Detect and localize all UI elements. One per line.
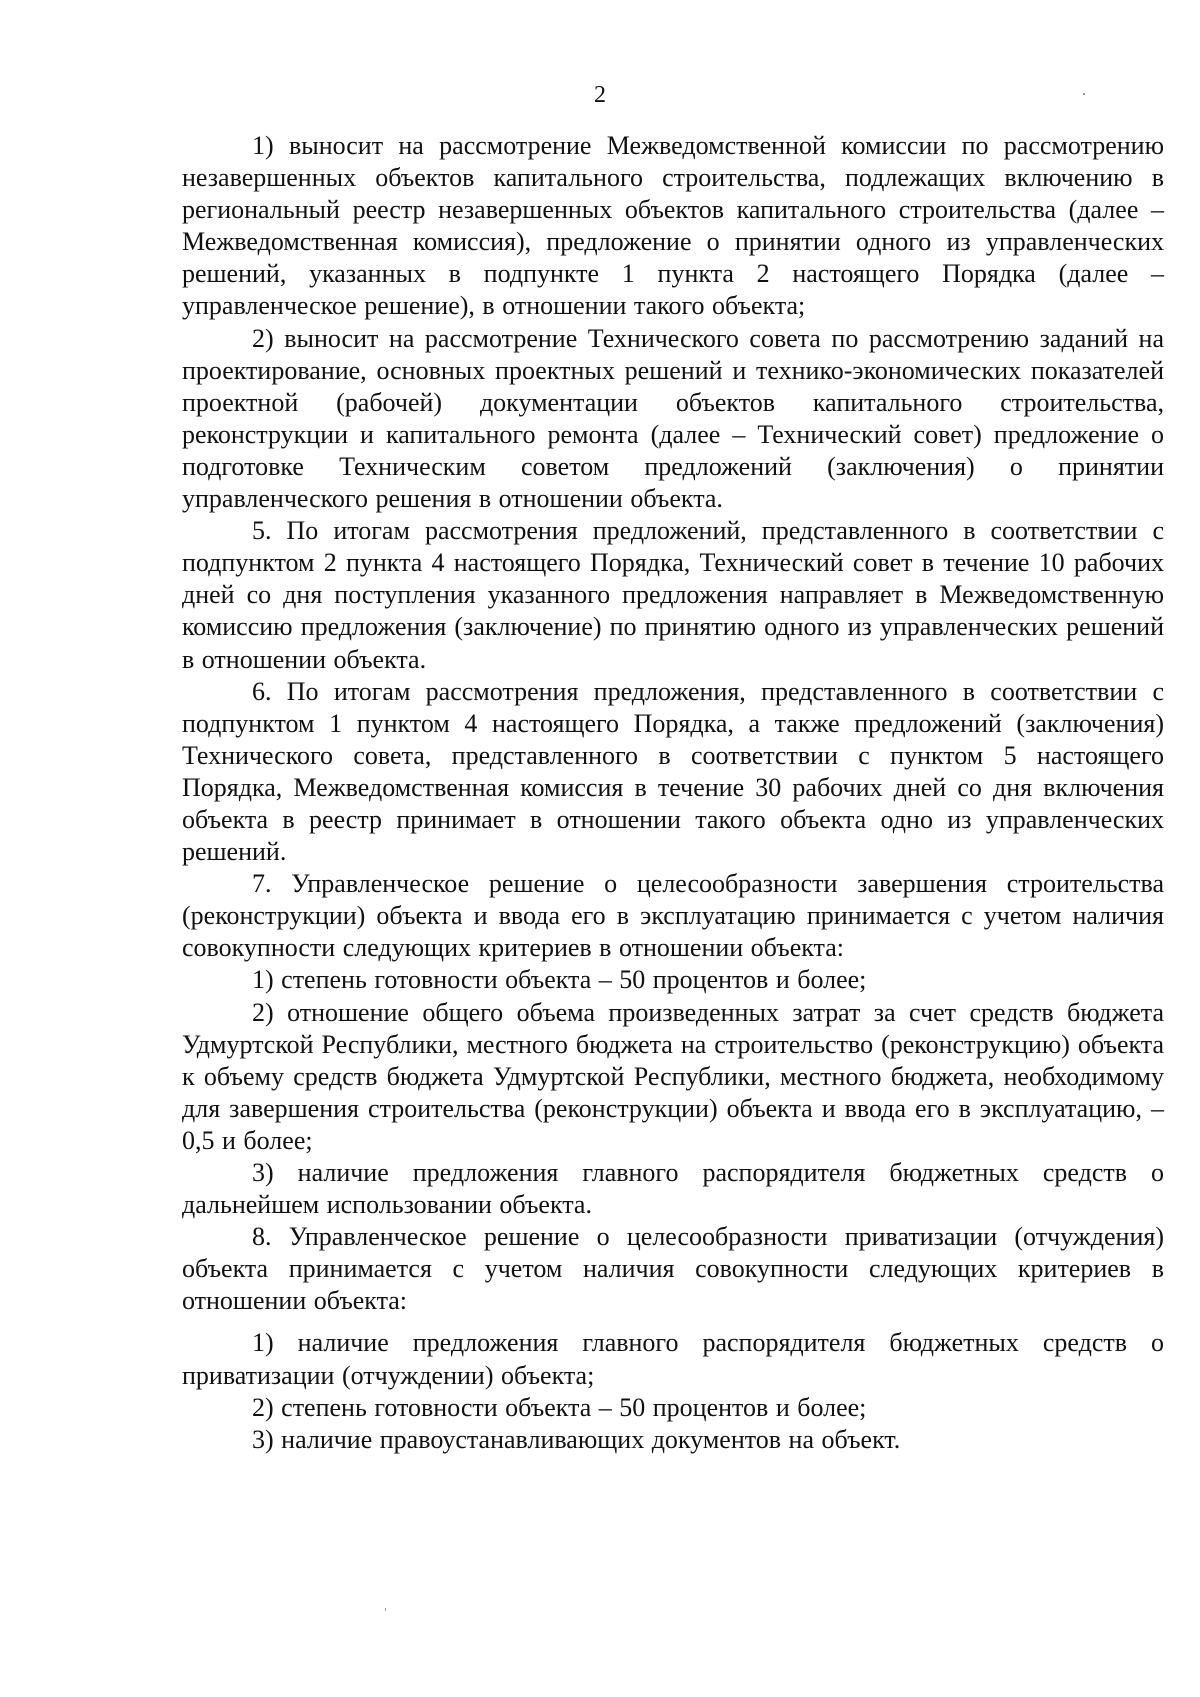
scan-speck: [1083, 93, 1085, 95]
paragraph-item-5: 5. По итогам рассмотрения предложений, представленного в соответствии с подпунктом 2 пункта 4 настоящего Порядка, Технический совет в течение 10 рабочих дней со дня поступления указанного предложения направляет в Межведомственную комиссию предложения (заключение) по принятию одного из управленческих решений в отношении объекта.: [182, 516, 1164, 674]
paragraph-item-7: 7. Управленческое решение о целесообразности завершения строительства (реконструкции) объекта и ввода его в эксплуатацию принимается с учетом наличия совокупности следующих критериев в отношении объекта:: [182, 869, 1164, 963]
criterion-8-3: 3) наличие правоустанавливающих документов на объект.: [252, 1424, 901, 1454]
criterion-7-1: 1) степень готовности объекта – 50 процентов и более;: [252, 965, 867, 995]
document-body: [182, 130, 1164, 1456]
paragraph-item-8: 8. Управленческое решение о целесообразности приватизации (отчуждения) объекта принимается с учетом наличия совокупности следующих критериев в отношении объекта:: [182, 1222, 1164, 1316]
scan-speck: [385, 1608, 386, 1611]
criterion-7-2: 2) отношение общего объема произведенных затрат за счет средств бюджета Удмуртской Республики, местного бюджета на строительство (реконструкцию) объекта к объему средств бюджета Удмуртской Республики, местного бюджета, необходимому для завершения строительства (реконструкции) объекта и ввода его в эксплуатацию, – 0,5 и более;: [182, 997, 1164, 1155]
criterion-7-3: 3) наличие предложения главного распорядителя бюджетных средств о дальнейшем использовании объекта.: [182, 1158, 1164, 1220]
paragraph-subitem-2: 2) выносит на рассмотрение Технического совета по рассмотрению заданий на проектирование, основных проектных решений и технико-экономических показателей проектной (рабочей) документации объектов капитального строительства, реконструкции и капитального ремонта (далее – Технический совет) предложение о подготовке Техническим советом предложений (заключения) о принятии управленческого решения в отношении объекта.: [182, 323, 1164, 514]
page-number: 2: [594, 82, 606, 108]
criterion-8-2: 2) степень готовности объекта – 50 процентов и более;: [252, 1392, 867, 1422]
paragraph-subitem-1: 1) выносит на рассмотрение Межведомственной комиссии по рассмотрению незавершенных объектов капитального строительства, подлежащих включению в региональный реестр незавершенных объектов капитального строительства (далее – Межведомственная комиссия), предложение о принятии одного из управленческих решений, указанных в подпункте 1 пункта 2 настоящего Порядка (далее – управленческое решение), в отношении такого объекта;: [182, 131, 1164, 321]
paragraph-item-6: 6. По итогам рассмотрения предложения, представленного в соответствии с подпунктом 1 пунктом 4 настоящего Порядка, а также предложений (заключения) Технического совета, представленного в соответствии с пунктом 5 настоящего Порядка, Межведомственная комиссия в течение 30 рабочих дней со дня включения объекта в реестр принимает в отношении такого объекта одно из управленческих решений.: [182, 676, 1164, 867]
criterion-8-1: 1) наличие предложения главного распорядителя бюджетных средств о приватизации (отчуждении) объекта;: [182, 1328, 1164, 1390]
